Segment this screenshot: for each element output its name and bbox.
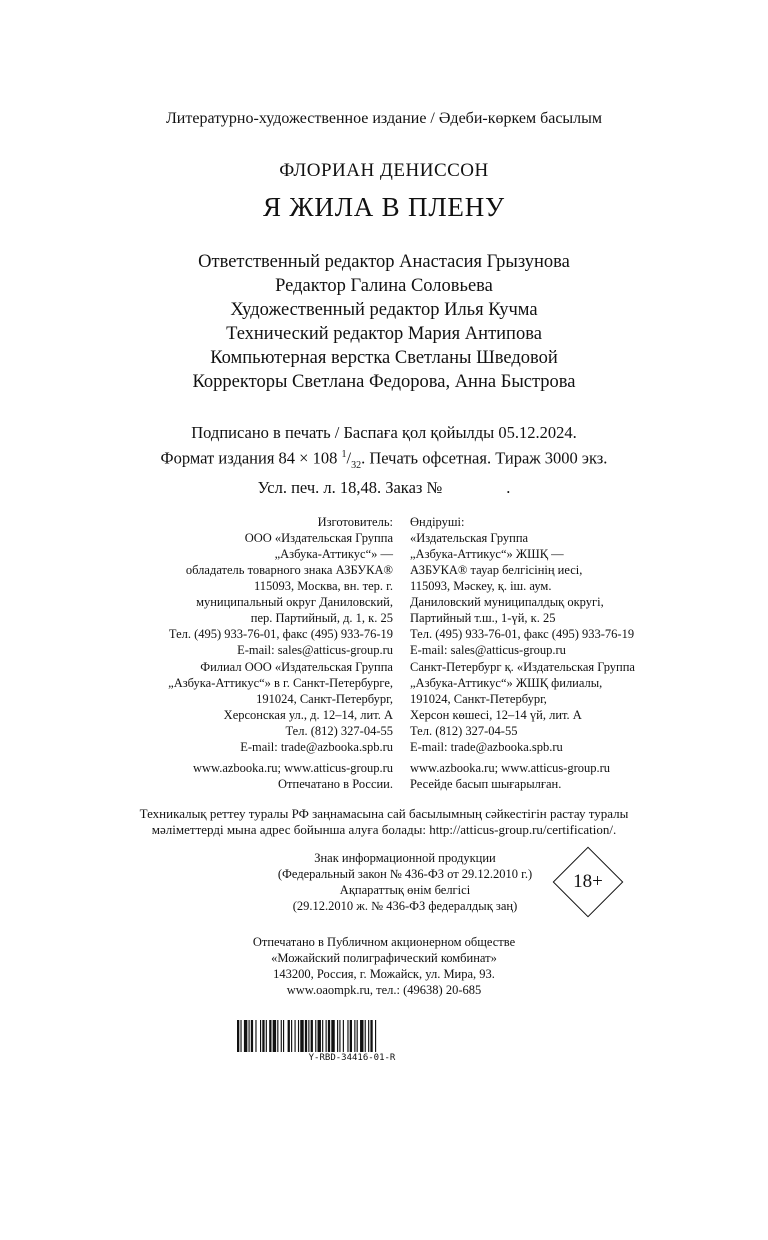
order-end: . (506, 477, 511, 497)
barcode-bar (326, 1020, 327, 1052)
credits-list (0, 250, 768, 394)
branch-kz-line: „Азбука-Аттикус“» ЖШҚ филиалы, (410, 676, 603, 690)
barcode-bar (295, 1020, 296, 1052)
branch-kz-line: E-mail: trade@azbooka.spb.ru (410, 740, 563, 754)
web-ru-line: www.azbooka.ru; www.atticus-group.ru (192, 761, 393, 775)
barcode-bar (240, 1020, 241, 1052)
barcode-bar (291, 1020, 292, 1052)
barcode-bar (354, 1020, 355, 1052)
format-prefix: Формат издания 84 × 108 (160, 448, 338, 468)
info-sign-line: Знак информационной продукции (314, 851, 496, 865)
barcode-bar (249, 1020, 250, 1052)
manufacturer-kz-line: «Издательская Группа (410, 531, 529, 545)
manufacturer-ru-line: Изготовитель: (317, 515, 393, 529)
barcode-bar (318, 1020, 321, 1052)
barcode-bar (288, 1020, 290, 1052)
barcode-bar (260, 1020, 261, 1052)
manufacturer-kz-line: Өндіруші: (410, 515, 465, 529)
manufacturer-ru-line: пер. Партийный, д. 1, к. 25 (250, 611, 393, 625)
credit-line: Корректоры Светлана Федорова, Анна Быстрова (192, 372, 576, 392)
tech-regulation-note (0, 806, 768, 838)
barcode-bar (308, 1020, 309, 1052)
branch-ru-line: 191024, Санкт-Петербург, (256, 692, 393, 706)
author-name: ФЛОРИАН ДЕНИССОН (279, 160, 489, 181)
barcode-bar (281, 1020, 282, 1052)
manufacturer-kz (410, 514, 634, 658)
format-suffix: . Печать офсетная. Тираж 3000 экз. (361, 448, 608, 468)
barcode-bar (244, 1020, 247, 1052)
branch-ru-line: E-mail: trade@azbooka.spb.ru (240, 740, 393, 754)
order-label: Усл. печ. л. 18,48. Заказ № (257, 477, 443, 497)
barcode-bar (375, 1020, 376, 1052)
barcode-bar (262, 1020, 264, 1052)
branch-kz-line: 191024, Санкт-Петербург, (410, 692, 547, 706)
manufacturer-kz-line: Партийный т.ш., 1-үй, к. 25 (410, 611, 556, 625)
format-line: Формат издания 84 × 108 $^1/_{32}$. Печать офсетная. Тираж 3000 экз. (160, 448, 608, 471)
signed-line: Подписано в печать / Баспаға қол қойылды 05.12.2024. (191, 423, 577, 442)
edition-type: Литературно-художественное издание / Әдеби-көркем басылым (165, 110, 603, 127)
book-title: Я ЖИЛА В ПЛЕНУ (263, 192, 505, 222)
manufacturer-ru-line: 115093, Москва, вн. тер. г. (253, 579, 393, 593)
manufacturer-kz-line: Тел. (495) 933-76-01, факс (495) 933-76-19 (410, 627, 635, 641)
barcode-bar (237, 1020, 239, 1052)
credit-line: Ответственный редактор Анастасия Грызунова (198, 252, 570, 272)
barcode-bar (368, 1020, 369, 1052)
manufacturer-ru-line: ООО «Издательская Группа (244, 531, 393, 545)
manufacturer-ru-line: E-mail: sales@atticus-group.ru (237, 643, 393, 657)
barcode-icon (237, 1020, 467, 1052)
barcode-bar (360, 1020, 363, 1052)
barcode-bar (337, 1020, 338, 1052)
barcode-bar (370, 1020, 372, 1052)
barcode-bar (343, 1020, 344, 1052)
barcode-text: Y-RBD-34416-01-R (308, 1053, 396, 1063)
printer-line: Отпечатано в Публичном акционерном обществе (252, 935, 516, 949)
barcode-bar (322, 1020, 323, 1052)
info-sign-line: (Федеральный закон № 436-ФЗ от 29.12.2010 г.) (277, 867, 533, 881)
manufacturer-ru (169, 514, 393, 658)
info-sign-line: Ақпараттық өнім белгісі (339, 883, 471, 897)
barcode-bar (298, 1020, 299, 1052)
credit-line: Редактор Галина Соловьева (275, 276, 493, 296)
barcode-bar (365, 1020, 366, 1052)
barcode-bar (357, 1020, 358, 1052)
info-product-sign (240, 850, 570, 914)
credit-line: Технический редактор Мария Антипова (226, 324, 542, 344)
barcode-bar (255, 1020, 256, 1052)
barcode-bar (331, 1020, 334, 1052)
barcode-bar (350, 1020, 352, 1052)
tech-regulation-line: Техникалық реттеу туралы РФ заңнамасына сай басылымның сәйкестігін растау туралы (139, 806, 629, 821)
manufacturer-ru-line: муниципальный округ Даниловский, (196, 595, 393, 609)
format-denominator: 32 (351, 459, 362, 471)
barcode-bar (311, 1020, 313, 1052)
manufacturer-ru-line: „Азбука-Аттикус“» — (274, 547, 393, 561)
manufacturer-kz-line: E-mail: sales@atticus-group.ru (410, 643, 566, 657)
branch-ru-line: Филиал ООО «Издательская Группа (200, 660, 393, 674)
barcode-bar (266, 1020, 267, 1052)
branch-ru-line: Херсонская ул., д. 12–14, лит. А (223, 708, 393, 722)
age-rating-label: 18+ (573, 871, 603, 892)
barcode-bar (315, 1020, 316, 1052)
barcode-bar (283, 1020, 284, 1052)
barcode-bar (269, 1020, 271, 1052)
manufacturer-kz-line: Даниловский муниципалдық округі, (410, 595, 604, 609)
branch-kz-line: Тел. (812) 327-04-55 (410, 724, 518, 738)
manufacturer-kz-line: АЗБУКА® тауар белгісінің иесі, (410, 563, 583, 577)
credit-line: Компьютерная верстка Светланы Шведовой (210, 348, 558, 368)
branch-ru-line: Тел. (812) 327-04-55 (285, 724, 393, 738)
web-kz (410, 760, 610, 792)
printer-info (0, 934, 768, 998)
manufacturer-kz-line: „Азбука-Аттикус“» ЖШҚ — (410, 547, 564, 561)
web-ru-line: Отпечатано в России. (278, 777, 393, 791)
manufacturer-ru-line: обладатель товарного знака АЗБУКА® (185, 563, 393, 577)
barcode-bar (305, 1020, 307, 1052)
info-sign-line: (29.12.2010 ж. № 436-ФЗ федералдық заң) (292, 899, 518, 913)
format-numerator: 1 (341, 449, 347, 460)
barcode-bar (277, 1020, 278, 1052)
web-kz-line: Ресейде басып шығарылған. (410, 777, 562, 791)
printer-line: «Можайский полиграфический комбинат» (271, 951, 497, 965)
branch-kz-line: Санкт-Петербург қ. «Издательская Группа (410, 660, 635, 674)
web-ru (193, 760, 393, 792)
tech-regulation-line: мәліметтерді мына адрес бойынша алуға болады: http://atticus-group.ru/certification/. (151, 822, 617, 837)
barcode-bar (347, 1020, 348, 1052)
branch-kz (410, 659, 635, 755)
printer-line: www.oaompk.ru, тел.: (49638) 20-685 (286, 983, 482, 997)
print-info (0, 422, 768, 499)
barcode-bar (251, 1020, 253, 1052)
barcode-bar (273, 1020, 276, 1052)
manufacturer-ru-line: Тел. (495) 933-76-01, факс (495) 933-76-19 (168, 627, 393, 641)
manufacturer-kz-line: 115093, Мәскеу, қ. іш. аум. (410, 579, 552, 593)
order-line (0, 477, 768, 499)
credit-line: Художественный редактор Илья Кучма (230, 300, 538, 320)
barcode-bar (339, 1020, 340, 1052)
age-rating-badge (552, 846, 624, 918)
branch-ru-line: „Азбука-Аттикус“» в г. Санкт-Петербурге, (168, 676, 393, 690)
branch-ru (168, 659, 393, 755)
branch-kz-line: Херсон көшесі, 12–14 үй, лит. А (410, 708, 582, 722)
barcode-bar (328, 1020, 330, 1052)
printer-line: 143200, Россия, г. Можайск, ул. Мира, 93. (273, 967, 495, 981)
barcode-bar (300, 1020, 303, 1052)
web-kz-line: www.azbooka.ru; www.atticus-group.ru (410, 761, 611, 775)
